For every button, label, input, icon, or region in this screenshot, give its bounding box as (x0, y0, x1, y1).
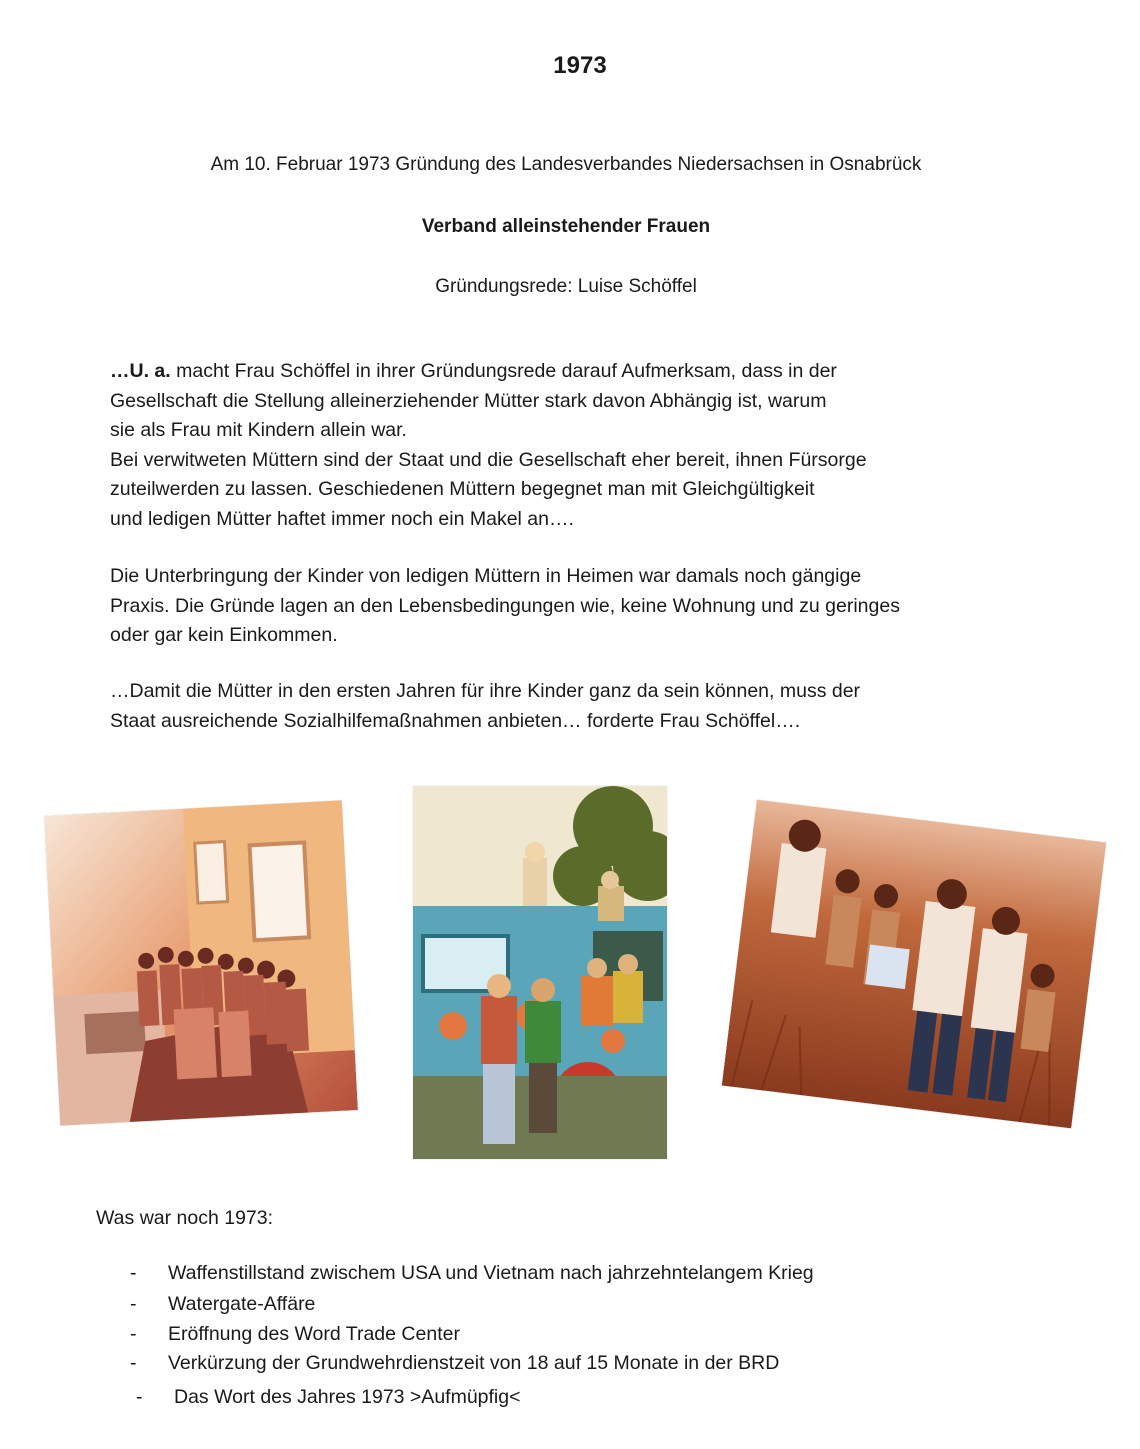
founding-line: Am 10. Februar 1973 Gründung des Landesverbandes Niedersachsen in Osnabrück (210, 154, 922, 175)
year-heading: 1973 (553, 52, 607, 79)
paragraph-1-line-3: sie als Frau mit Kindern allein war. (110, 419, 407, 441)
group-in-field-image (722, 800, 1106, 1129)
paragraph-1-line-1-text: macht Frau Schöffel in ihrer Gründungsrede darauf Aufmerksam, dass in der (170, 360, 837, 382)
paragraph-2-line-2: Praxis. Die Gründe lagen an den Lebensbedingungen wie, keine Wohnung und zu geringes (110, 594, 900, 617)
paragraph-1-lead: …U. a. (110, 360, 171, 382)
events-1973-list (130, 1262, 1030, 1422)
list-item-text: Eröffnung des Word Trade Center (168, 1323, 460, 1345)
speech-credit: Gründungsrede: Luise Schöffel (435, 276, 697, 297)
list-dash: - (130, 1352, 137, 1374)
group-on-steps-photo (44, 800, 358, 1125)
more-1973-heading: Was war noch 1973: (96, 1207, 274, 1229)
paragraph-1-line-4: Bei verwitweten Müttern sind der Staat und die Gesellschaft eher bereit, ihnen Fürsorge (110, 448, 867, 471)
paragraph-2-line-1: Die Unterbringung der Kinder von ledigen Müttern in Heimen war damals noch gängige (110, 565, 862, 587)
paragraph-1 (110, 357, 867, 534)
paragraph-3-line-1: …Damit die Mütter in den ersten Jahren für ihre Kinder ganz da sein können, muss der (110, 680, 861, 702)
list-item-text: Watergate-Affäre (168, 1293, 316, 1315)
paragraph-3 (110, 677, 860, 736)
children-on-painted-van-photo (413, 786, 667, 1159)
paragraph-1-line-5: zuteilwerden zu lassen. Geschiedenen Müttern begegnet man mit Gleichgültigkeit (110, 478, 815, 500)
list-dash: - (136, 1386, 143, 1408)
list-dash: - (130, 1293, 137, 1315)
group-in-field-photo (722, 800, 1106, 1129)
list-dash: - (130, 1262, 137, 1284)
paragraph-2-line-3: oder gar kein Einkommen. (110, 624, 338, 646)
paragraph-3-line-2: Staat ausreichende Sozialhilfemaßnahmen anbieten… forderte Frau Schöffel…. (110, 709, 801, 732)
paragraph-2 (110, 562, 900, 651)
paragraph-1-line-6: und ledigen Mütter haftet immer noch ein Makel an…. (110, 507, 574, 530)
paragraph-1-line-2: Gesellschaft die Stellung alleinerziehender Mütter stark davon Abhängig ist, warum (110, 389, 827, 412)
paragraph-1-line-1 (110, 357, 867, 387)
list-dash: - (130, 1323, 137, 1345)
organization-name: Verband alleinstehender Frauen (421, 216, 711, 237)
children-on-painted-van-image (413, 786, 667, 1159)
group-on-steps-image (44, 800, 358, 1125)
list-item-text: Das Wort des Jahres 1973 >Aufmüpfig< (174, 1386, 521, 1408)
list-item-text: Verkürzung der Grundwehrdienstzeit von 18 auf 15 Monate in der BRD (168, 1352, 780, 1374)
list-item-text: Waffenstillstand zwischem USA und Vietnam nach jahrzehntelangem Krieg (168, 1262, 814, 1284)
